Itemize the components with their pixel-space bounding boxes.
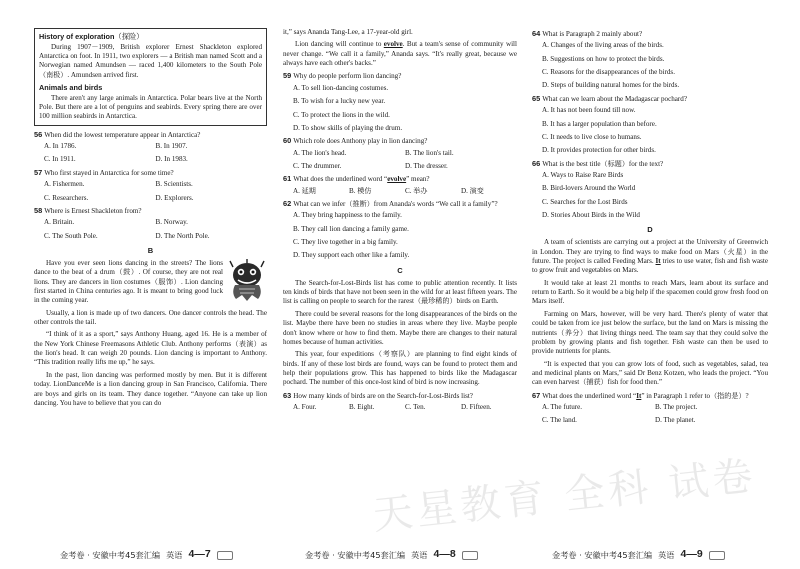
option-c[interactable]: C. Reasons for the disappearances of the birds. [542,68,675,77]
question-text: What is Paragraph 2 mainly about? [542,30,643,38]
column-middle [283,28,517,544]
question-text: Which role does Anthony play in lion dancing? [293,137,428,146]
section-d-paragraph-1 [532,238,768,275]
question-text: How many kinds of birds are on the Search-for-Lost-Birds list? [293,391,473,400]
question-number: 59 [283,71,292,81]
question-61 [283,174,517,198]
option-a[interactable]: A. In 1786. [44,142,77,151]
box-heading-animals: Animals and birds [39,83,103,93]
footer-logo-icon [217,551,233,560]
box-heading-history [39,32,262,42]
option-c[interactable]: C. 举办 [405,186,428,195]
column-left [34,28,267,544]
option-a[interactable]: A. Britain. [44,218,75,227]
option-c[interactable]: C. The land. [542,416,577,425]
box-heading-history-zh: （探险） [114,32,144,41]
option-a[interactable]: A. They bring happiness to the family. [293,211,402,220]
footer-page-number: 4—9 [680,548,703,561]
question-number: 64 [532,29,541,38]
option-a[interactable]: A. Fishermen. [44,180,85,189]
option-a[interactable]: A. Ways to Raise Rare Birds [542,170,624,179]
option-b[interactable]: B. Suggestions on how to protect the birds. [542,54,665,63]
option-b[interactable]: B. The project. [655,403,698,412]
option-b[interactable]: B. Norway. [155,218,188,227]
page-footer-left [60,547,233,563]
column-right [532,28,768,544]
question-67 [532,391,768,428]
option-a[interactable]: A. To sell lion-dancing costumes. [293,83,389,92]
box-paragraph-animals: There aren't any large animals in Antarctica. Polar bears live at the North Pole. But there are a lot of penguins and seabirds. Every spring there are over 100 million seabirds in Antarctica. [39,93,262,121]
option-d[interactable]: D. 演变 [461,186,484,195]
question-number: 62 [283,199,292,209]
option-c[interactable]: C. To protect the lions in the wild. [293,110,390,119]
section-d-paragraph-3: Farming on Mars, however, will be very hard. There's plenty of water that could be taken from ice just below the surface, but the land on Mars is missing the nutrients（养分）that living things need. The team say that they could solve the problem by growing plants and fish together. Fish waste can then be used to provide nutrients for plants. [532,309,768,356]
option-d[interactable]: D. Stories About Birds in the Wild [542,211,640,220]
option-c[interactable]: C. Ten. [405,403,426,412]
footer-title: 金考卷 · 安徽中考45套汇编 [305,549,406,560]
question-number: 57 [34,167,43,177]
page-footer-middle [305,547,478,563]
footer-title: 金考卷 · 安徽中考45套汇编 [552,549,653,560]
option-b[interactable]: B. Eight. [349,403,375,412]
option-d[interactable]: D. The planet. [655,416,696,425]
footer-subject: 英语 [658,549,675,560]
option-c[interactable]: C. The drummer. [293,161,342,170]
box-heading-history-text: History of exploration [39,32,115,41]
watermark: 天星教育 全科 试卷 [370,452,759,540]
lion-dance-illustration [227,259,267,303]
question-56 [34,130,267,167]
section-b-title: B [147,246,154,255]
question-text: What does the underlined word “ [542,391,637,400]
option-a[interactable]: A. Changes of the living areas of the birds. [542,41,664,50]
option-a[interactable]: A. The lion's head. [293,148,347,157]
question-number: 58 [34,205,43,215]
question-number: 63 [283,390,292,400]
question-text: What is the best title（标题）for the text? [542,159,664,168]
option-d[interactable]: D. In 1983. [155,155,188,164]
info-box [34,28,267,126]
section-d-title: D [647,225,653,235]
footer-subject: 英语 [411,549,428,560]
option-a[interactable]: A. Four. [293,403,317,412]
section-d-paragraph-4: “It is expected that you can grow lots of food, such as vegetables, salad, tea and medicinal plants on Mars,” said Dr Benz Kotzen, who leads the project. “You can even harvest（捕获）fish for food then.” [532,359,768,387]
footer-logo-icon [462,551,478,560]
question-text: What can we infer（推断）from Ananda's words “We call it a family”? [293,200,498,209]
option-d[interactable]: D. It provides protection for other birds. [542,146,656,155]
section-c-paragraph-1: The Search-for-Lost-Birds list has come to public attention recently. It lists ten kinds of birds that have not been seen in the wild for at least fifteen years. The list is calling on people to search for the rarest（最珍稀的）birds on Earth. [283,278,517,306]
footer-page-number: 4—8 [433,548,456,561]
option-b[interactable]: B. Bird-lovers Around the World [542,184,636,193]
underlined-word: It [636,391,642,400]
section-d-paragraph-2: It would take at least 21 months to reach Mars, learn about its surface and return to Earth. So it would be a big help if the spacemen could grow fresh food on Mars itself. [532,278,768,306]
option-c[interactable]: C. In 1911. [44,155,76,164]
question-65 [532,94,768,158]
question-text: Why do people perform lion dancing? [293,72,402,81]
section-b-paragraph-2: Usually, a lion is made up of two dancers. One dancer controls the head. The other controls the tail. [34,308,267,327]
option-c[interactable]: C. Researchers. [44,193,89,202]
option-b[interactable]: B. It has a larger population than before. [542,119,657,128]
option-b[interactable]: B. To wish for a lucky new year. [293,97,386,106]
question-number: 60 [283,136,292,146]
option-b[interactable]: B. In 1907. [155,142,188,151]
option-d[interactable]: D. They support each other like a family. [293,251,410,260]
section-b-paragraph-5 [283,40,517,68]
underlined-word-evolve: evolve [383,40,403,49]
option-d[interactable]: D. Explorers. [155,193,194,202]
option-d[interactable]: D. The dresser. [405,161,448,170]
text-fragment: tries to use water, fish and fish waste to grow fruit and vegetables on Mars. [532,257,768,275]
question-66 [532,159,768,223]
section-c-title: C [397,265,403,275]
option-c[interactable]: C. It needs to live close to humans. [542,132,642,141]
section-c-paragraph-3: This year, four expeditions（考察队）are planning to find eight kinds of birds. If any of these lost birds are found, ways can be found to protect them and help their populations grow. This has happened to birds like the Madagascar pochard. The number of this once-lost kind of bird is now increasing. [283,350,517,387]
option-d[interactable]: D. Steps of building natural homes for the birds. [542,81,680,90]
question-text: What does the underlined word “ [293,175,388,184]
option-b[interactable]: B. The lion's tail. [405,148,454,157]
question-number: 65 [532,93,541,103]
option-b[interactable]: B. Scientists. [155,180,193,189]
question-57 [34,168,267,205]
question-64 [532,29,768,93]
question-number: 66 [532,158,541,168]
section-b-paragraph-4-cont: it,” says Ananda Tang-Lee, a 17-year-old girl. [283,28,413,36]
section-b-paragraph-3: “I think of it as a sport,” says Anthony Huang, aged 16. He is a member of the New York Chinese Freemasons Athletic Club. Anthony performs（表演）as the lion's head. It can weigh 20 pounds. Lion dancing is important to Anthony. “This tradition really lifts me up,” he says. [34,330,267,367]
page-footer-right [552,547,725,563]
text-fragment: Lion dancing will continue to [295,40,384,49]
option-c[interactable]: C. The South Pole. [44,231,98,240]
option-d[interactable]: D. Fifteen. [461,403,492,412]
footer-logo-icon [709,551,725,560]
question-text: When did the lowest temperature appear in Antarctica? [44,130,201,139]
option-a[interactable]: A. The future. [542,403,583,412]
question-number: 67 [532,390,541,400]
underlined-word-it: It [655,257,661,265]
question-58 [34,206,267,243]
section-b-paragraph-1: Have you ever seen lions dancing in the streets? The lions dance to the beat of a drum（鼓）. Of course, they are not real lions. They are dancers in lion costumes（服饰）. Lion dancing first started in China centuries ago. It is meant to bring good luck in the coming year. [34,258,223,305]
question-number: 56 [34,129,43,139]
question-60 [283,136,517,173]
section-b-paragraph-4: In the past, lion dancing was performed mostly by men. But it is different today. LionDanceMe is a lion dancing group in San Francisco, California. There are boys and girls on its team. They dance together. “Anyone can take up lion dancing. You have to believe that you can do [34,370,267,407]
question-number: 61 [283,174,292,184]
option-a[interactable]: A. 延期 [293,186,316,195]
section-c-paragraph-2: There could be several reasons for the long disappearances of the birds on the list. Maybe there have been no studies in areas where they live. Maybe people don't know where or how to find them. Maybe there are changes to their natural homes because of human activities. [283,309,517,346]
question-62 [283,199,517,263]
option-c[interactable]: C. Searches for the Lost Birds [542,197,628,206]
question-text-end: ” mean? [406,175,430,184]
question-text: Who first stayed in Antarctica for some time? [44,168,174,177]
option-d[interactable]: D. To show skills of playing the drum. [293,123,403,132]
box-paragraph-history: During 1907－1909, British explorer Ernest Shackleton explored Antarctica on foot. In 1911, two explorers — a British man named Scott and a Norwegian named Amundsen — raced 1,400 kilometers to the South Pole（南极）. Amundsen arrived first. [39,42,262,79]
text-fragment: A team of scientists are carrying out a project at the University of Greenwich in London. They are trying to find ways to make food on Mars（火星）in the future. The project is called Feeding Mars. [532,238,768,265]
footer-page-number: 4—7 [188,548,211,561]
footer-subject: 英语 [166,549,183,560]
footer-title: 金考卷 · 安徽中考45套汇编 [60,549,161,560]
question-text-end: ” in Paragraph 1 refer to（指的是）? [641,391,749,400]
question-63 [283,391,517,415]
option-b[interactable]: B. 模仿 [349,186,372,195]
question-59 [283,71,517,135]
text-fragment: . But a team's sense of community will never change. “We call it a family,” Ananda says. “It's really great, because we always have each other's backs.” [283,40,517,68]
option-a[interactable]: A. It has not been found till now. [542,106,636,115]
underlined-word: evolve [387,175,407,184]
question-text: What can we learn about the Madagascar pochard? [542,94,687,103]
question-text: Where is Ernest Shackleton from? [44,206,142,215]
option-c[interactable]: C. They live together in a big family. [293,238,398,247]
option-b[interactable]: B. They call lion dancing a family game. [293,224,409,233]
option-d[interactable]: D. The North Pole. [155,231,210,240]
